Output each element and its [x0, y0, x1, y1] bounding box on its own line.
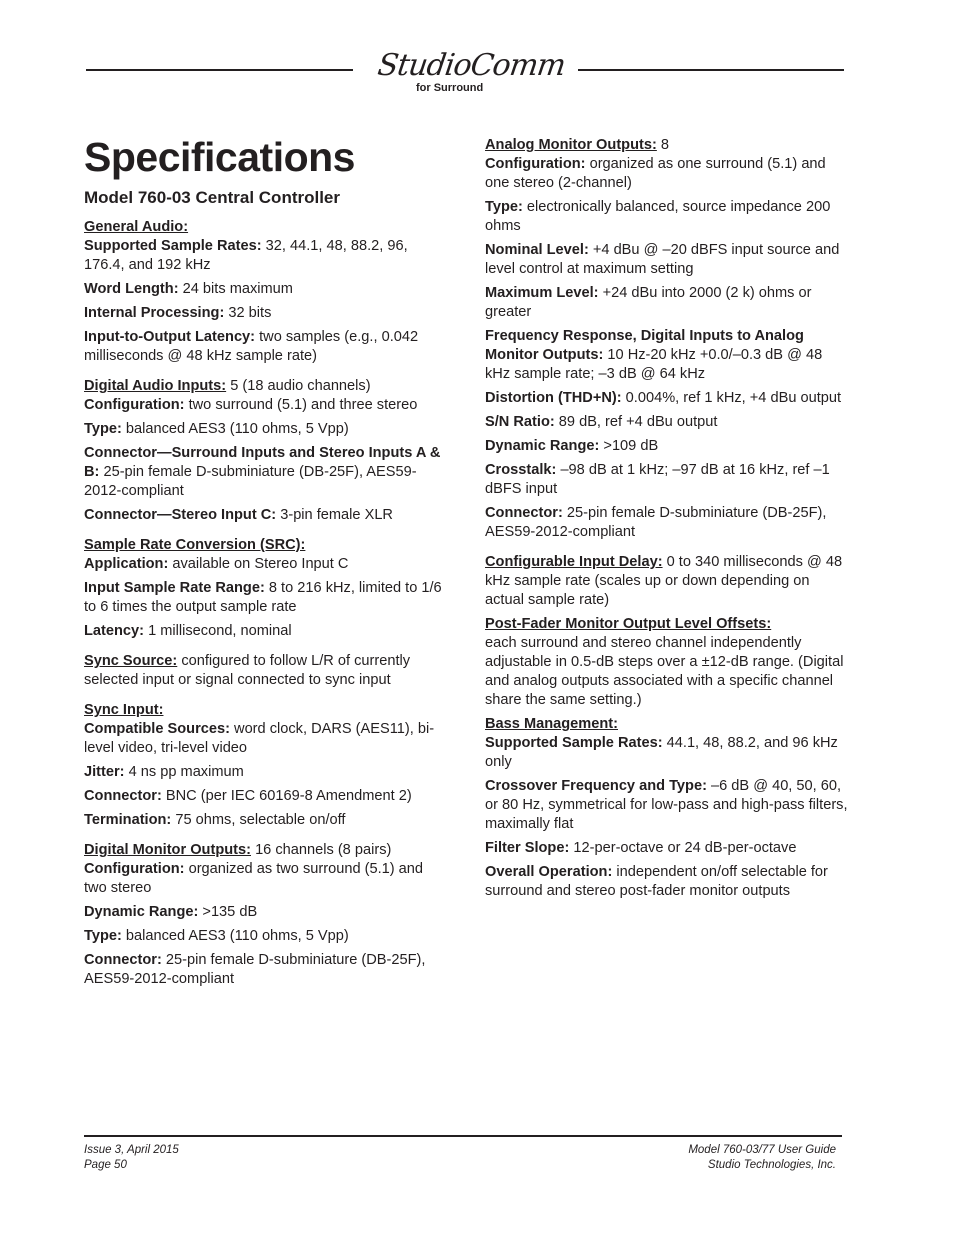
footer-company: Studio Technologies, Inc.	[707, 1159, 836, 1171]
spec-item: S/N Ratio: 89 dB, ref +4 dBu output	[485, 414, 718, 430]
section-general-audio	[84, 218, 446, 366]
section-configurable-input-delay	[485, 553, 849, 610]
spec-item: Connector: 25-pin female D-subminiature (DB-25F), AES59-2012-compliant	[84, 952, 426, 987]
section-post-fader-offsets	[485, 615, 849, 710]
spec-item: Input-to-Output Latency: two samples (e.g., 0.042 milliseconds @ 48 kHz sample rate)	[84, 329, 419, 364]
section-heading: Sync Input:	[84, 702, 164, 718]
section-heading-line: Digital Monitor Outputs: 16 channels (8 pairs)	[84, 842, 392, 858]
left-column	[84, 218, 446, 994]
spec-item: Maximum Level: +24 dBu into 2000 (2 k) ohms or greater	[485, 285, 812, 320]
logo-subtitle: for Surround	[416, 82, 484, 94]
spec-item: Dynamic Range: >109 dB	[485, 438, 659, 454]
spec-item: Supported Sample Rates: 44.1, 48, 88.2, and 96 kHz only	[485, 735, 838, 770]
spec-item: Type: electronically balanced, source impedance 200 ohms	[485, 199, 831, 234]
spec-item: Internal Processing: 32 bits	[84, 305, 272, 321]
section-heading: Bass Management:	[485, 716, 619, 732]
section-digital-audio-inputs	[84, 377, 446, 525]
spec-item: Configurable Input Delay: 0 to 340 milliseconds @ 48 kHz sample rate (scales up or down depending on actual sample rate)	[485, 554, 843, 608]
spec-item: Configuration: organized as one surround (5.1) and one stereo (2-channel)	[485, 156, 826, 191]
section-heading-line: Analog Monitor Outputs: 8	[485, 137, 670, 153]
spec-item: Word Length: 24 bits maximum	[84, 281, 293, 297]
section-heading: General Audio:	[84, 219, 189, 235]
spec-item: Frequency Response, Digital Inputs to Analog Monitor Outputs: 10 Hz-20 kHz +0.0/–0.3 dB @ 48 kHz sample rate; –3 dB @ 64 kHz	[485, 328, 823, 382]
spec-item: Sync Source: configured to follow L/R of currently selected input or signal connected to sync input	[84, 653, 411, 688]
spec-item: Type: balanced AES3 (110 ohms, 5 Vpp)	[84, 928, 349, 944]
right-column	[485, 136, 849, 906]
spec-item: Crossover Frequency and Type: –6 dB @ 40, 50, 60, or 80 Hz, symmetrical for low-pass and high-pass filters, maximally flat	[485, 778, 848, 832]
section-sync-input	[84, 701, 446, 830]
spec-item: Application: available on Stereo Input C	[84, 556, 349, 572]
section-heading-line: Digital Audio Inputs: 5 (18 audio channels)	[84, 378, 371, 394]
header-rule-right	[578, 69, 844, 71]
spec-item: Jitter: 4 ns pp maximum	[84, 764, 244, 780]
page-subtitle: Model 760-03 Central Controller	[84, 188, 341, 207]
spec-item: Type: balanced AES3 (110 ohms, 5 Vpp)	[84, 421, 349, 437]
spec-item: Distortion (THD+N): 0.004%, ref 1 kHz, +4 dBu output	[485, 390, 842, 406]
page-title: Specifications	[84, 134, 355, 180]
header-rule-left	[86, 69, 353, 71]
spec-item: Nominal Level: +4 dBu @ –20 dBFS input source and level control at maximum setting	[485, 242, 840, 277]
logo-script: StudioComm	[375, 48, 568, 83]
spec-item: Dynamic Range: >135 dB	[84, 904, 258, 920]
spec-item: Connector: BNC (per IEC 60169-8 Amendment 2)	[84, 788, 412, 804]
footer-guide-title: Model 760-03/77 User Guide	[688, 1144, 836, 1156]
spec-item: Configuration: two surround (5.1) and three stereo	[84, 397, 418, 413]
footer-page-number: Page 50	[84, 1159, 127, 1171]
footer-left	[84, 1143, 179, 1173]
spec-item: Compatible Sources: word clock, DARS (AES11), bi-level video, tri-level video	[84, 721, 435, 756]
studiocomm-logo	[375, 48, 568, 98]
spec-item: Input Sample Rate Range: 8 to 216 kHz, limited to 1/6 to 6 times the output sample rate	[84, 580, 442, 615]
spec-item: each surround and stereo channel independently adjustable in 0.5-dB steps over a ±12-dB range. (Digital and analog outputs associated with a specific channel share the same setting.)	[485, 635, 844, 708]
spec-item: Crosstalk: –98 dB at 1 kHz; –97 dB at 16 kHz, ref –1 dBFS input	[485, 462, 830, 497]
section-sample-rate-conversion	[84, 536, 446, 641]
section-bass-management	[485, 715, 849, 901]
section-sync-source	[84, 652, 446, 690]
spec-item: Supported Sample Rates: 32, 44.1, 48, 88.2, 96, 176.4, and 192 kHz	[84, 238, 408, 273]
section-heading: Sample Rate Conversion (SRC):	[84, 537, 306, 553]
spec-item: Latency: 1 millisecond, nominal	[84, 623, 292, 639]
spec-item: Filter Slope: 12-per-octave or 24 dB-per-octave	[485, 840, 797, 856]
spec-item: Connector—Stereo Input C: 3-pin female XLR	[84, 507, 393, 523]
footer-right	[688, 1143, 836, 1173]
footer-issue: Issue 3, April 2015	[84, 1144, 179, 1156]
spec-item: Connector: 25-pin female D-subminiature (DB-25F), AES59-2012-compliant	[485, 505, 827, 540]
spec-item: Connector—Surround Inputs and Stereo Inputs A & B: 25-pin female D-subminiature (DB-25F), AES59-2012-compliant	[84, 445, 441, 499]
section-heading: Post-Fader Monitor Output Level Offsets:	[485, 616, 772, 632]
footer-rule	[84, 1135, 842, 1137]
section-digital-monitor-outputs	[84, 841, 446, 989]
section-analog-monitor-outputs	[485, 136, 849, 542]
spec-item: Termination: 75 ohms, selectable on/off	[84, 812, 346, 828]
spec-item: Overall Operation: independent on/off selectable for surround and stereo post-fader monitor outputs	[485, 864, 828, 899]
spec-item: Configuration: organized as two surround (5.1) and two stereo	[84, 861, 424, 896]
